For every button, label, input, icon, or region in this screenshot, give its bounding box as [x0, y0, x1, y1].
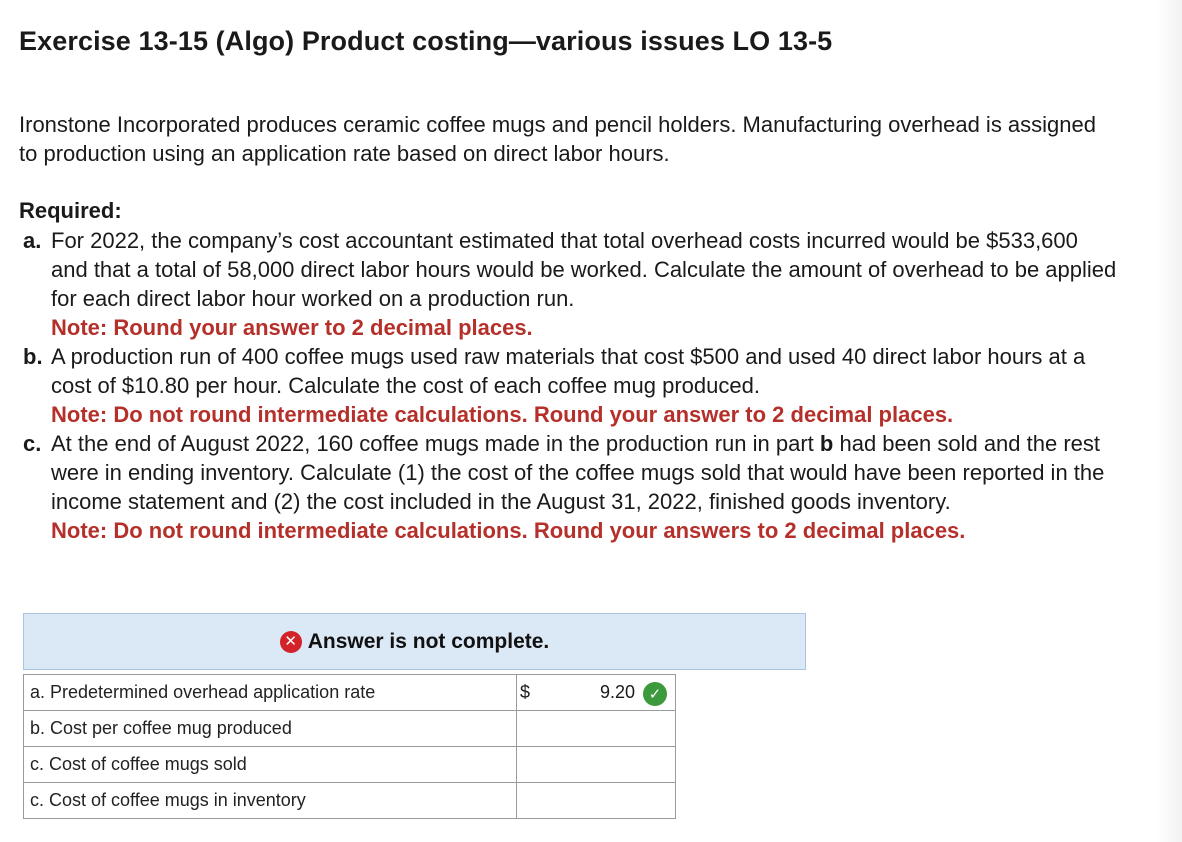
answer-input-cost-of-mugs-sold[interactable] [517, 747, 676, 783]
requirement-letter: b. [23, 344, 43, 369]
answer-status-banner [23, 613, 806, 670]
requirement-note: Note: Do not round intermediate calculations. Round your answer to 2 decimal places. [51, 402, 954, 427]
answer-input-cost-per-mug[interactable] [517, 711, 676, 747]
required-heading: Required: [19, 198, 122, 223]
answer-value: 9.20 [599, 682, 635, 702]
requirement-text-before: At the end of August 2022, 160 coffee mugs made in the production run in part [51, 431, 820, 456]
answer-table [23, 674, 676, 819]
page-edge-shade [1156, 0, 1182, 842]
x-circle-icon: ✕ [280, 631, 302, 653]
intro-paragraph: Ironstone Incorporated produces ceramic coffee mugs and pencil holders. Manufacturing overhead is assigned to production using an application rate based on direct labor hours. [19, 112, 1097, 166]
answer-status-text: Answer is not complete. [307, 629, 550, 653]
requirement-text: For 2022, the company’s cost accountant estimated that total overhead costs incurred would be $533,600 and that a total of 58,000 direct labor hours would be worked. Calculate the amount of overhead to be applied for each direct labor hour worked on a production run. [51, 228, 1117, 311]
answer-input-overhead-rate[interactable] [517, 675, 676, 711]
row-label: c. Cost of coffee mugs sold [24, 747, 517, 783]
table-row [24, 747, 676, 783]
requirement-a [19, 226, 1119, 342]
table-row [24, 675, 676, 711]
requirement-text: A production run of 400 coffee mugs used raw materials that cost $500 and used 40 direct labor hours at a cost of $10.80 per hour. Calculate the cost of each coffee mug produced. [51, 344, 1086, 398]
answer-input-cost-in-inventory[interactable] [517, 783, 676, 819]
requirement-note: Note: Round your answer to 2 decimal places. [51, 315, 533, 340]
table-row [24, 711, 676, 747]
exercise-title: Exercise 13-15 (Algo) Product costing—various issues LO 13-5 [19, 26, 833, 56]
check-circle-icon: ✓ [643, 682, 667, 706]
requirements-list [19, 226, 1119, 545]
requirement-letter: a. [23, 228, 42, 253]
requirement-part-ref: b [819, 431, 834, 456]
row-label: b. Cost per coffee mug produced [24, 711, 517, 747]
requirement-c [19, 429, 1119, 545]
currency-symbol: $ [520, 682, 531, 702]
requirement-letter: c. [23, 431, 42, 456]
requirement-text [51, 431, 1104, 514]
table-row [24, 783, 676, 819]
row-label: c. Cost of coffee mugs in inventory [24, 783, 517, 819]
requirement-note: Note: Do not round intermediate calculations. Round your answers to 2 decimal places. [51, 518, 966, 543]
requirement-text-after: had been sold and the rest were in ending inventory. Calculate (1) the cost of the coffee mugs sold that would have been reported in the income statement and (2) the cost included in the August 31, 2022, finished goods inventory. [51, 431, 1105, 514]
requirement-b [19, 342, 1119, 429]
row-label: a. Predetermined overhead application rate [24, 675, 517, 711]
